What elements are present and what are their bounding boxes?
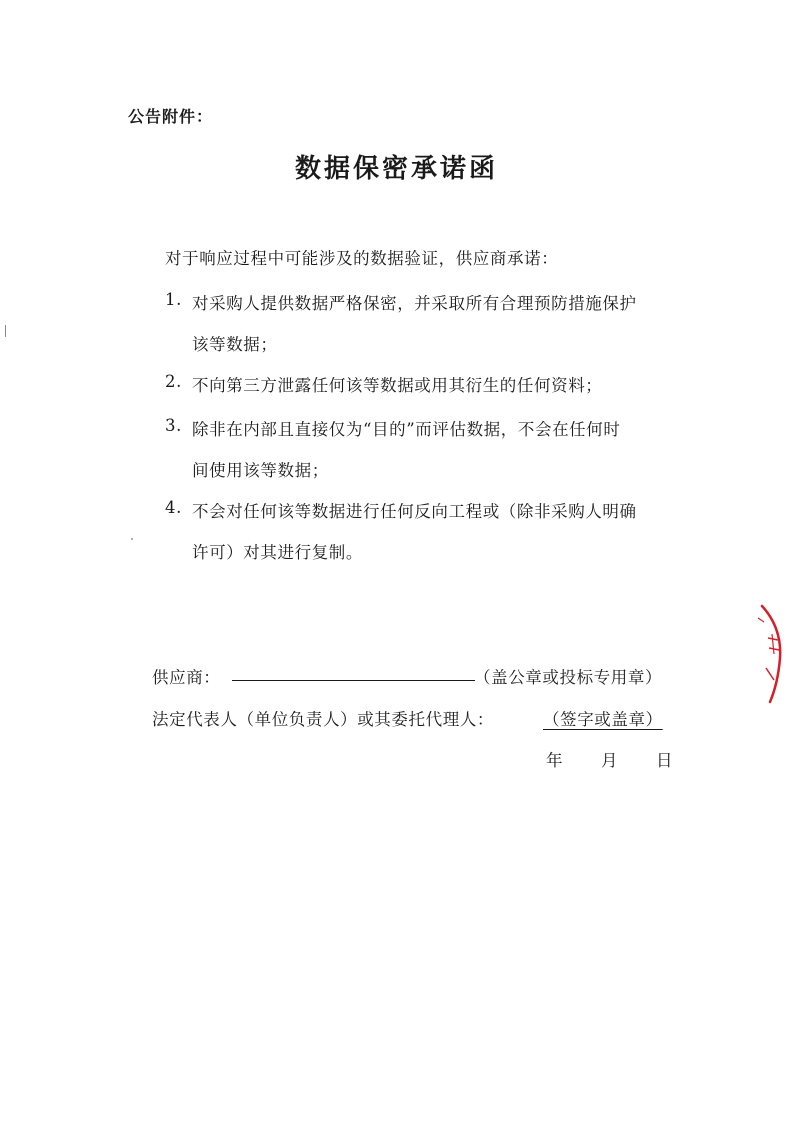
commitment-item-2 [165,372,725,402]
item-text-line-1: 不会对任何该等数据进行任何反向工程或（除非采购人明确 [192,502,637,521]
date-day-label: 日 [656,751,673,770]
intro-paragraph: 对于响应过程中可能涉及的数据验证，供应商承诺： [165,249,559,268]
scan-mark [5,325,6,337]
item-number: 3. [165,416,182,435]
commitment-item-3 [165,416,725,486]
scan-dot [131,538,133,540]
supplier-note: （盖公章或投标专用章） [474,668,663,687]
item-number: 4. [165,498,182,517]
item-text-line-2: 许可）对其进行复制。 [192,543,363,562]
representative-label: 法定代表人（单位负责人）或其委托代理人： [152,710,494,729]
item-text-line-2: 间使用该等数据； [192,461,329,480]
document-title: 数据保密承诺函 [294,154,498,184]
supplier-signature-blank[interactable] [232,680,475,681]
item-text-line-2: 该等数据； [192,335,278,354]
commitment-item-4 [165,498,725,568]
supplier-label: 供应商： [152,668,221,687]
item-number: 2. [165,372,182,391]
item-text-line-1: 对采购人提供数据严格保密，并采取所有合理预防措施保护 [192,294,637,313]
date-year-label: 年 [546,751,563,770]
item-text-line-1: 不向第三方泄露任何该等数据或用其衍生的任何资料； [192,376,603,395]
item-text-line-1: 除非在内部且直接仅为“目的”而评估数据，不会在任何时 [192,420,621,439]
seal-stamp-fragment [752,598,792,708]
attachment-label: 公告附件： [128,107,214,126]
representative-note: （签字或盖章） [543,710,663,729]
commitment-item-1 [165,290,725,360]
date-month-label: 月 [601,751,618,770]
item-number: 1. [165,290,182,309]
